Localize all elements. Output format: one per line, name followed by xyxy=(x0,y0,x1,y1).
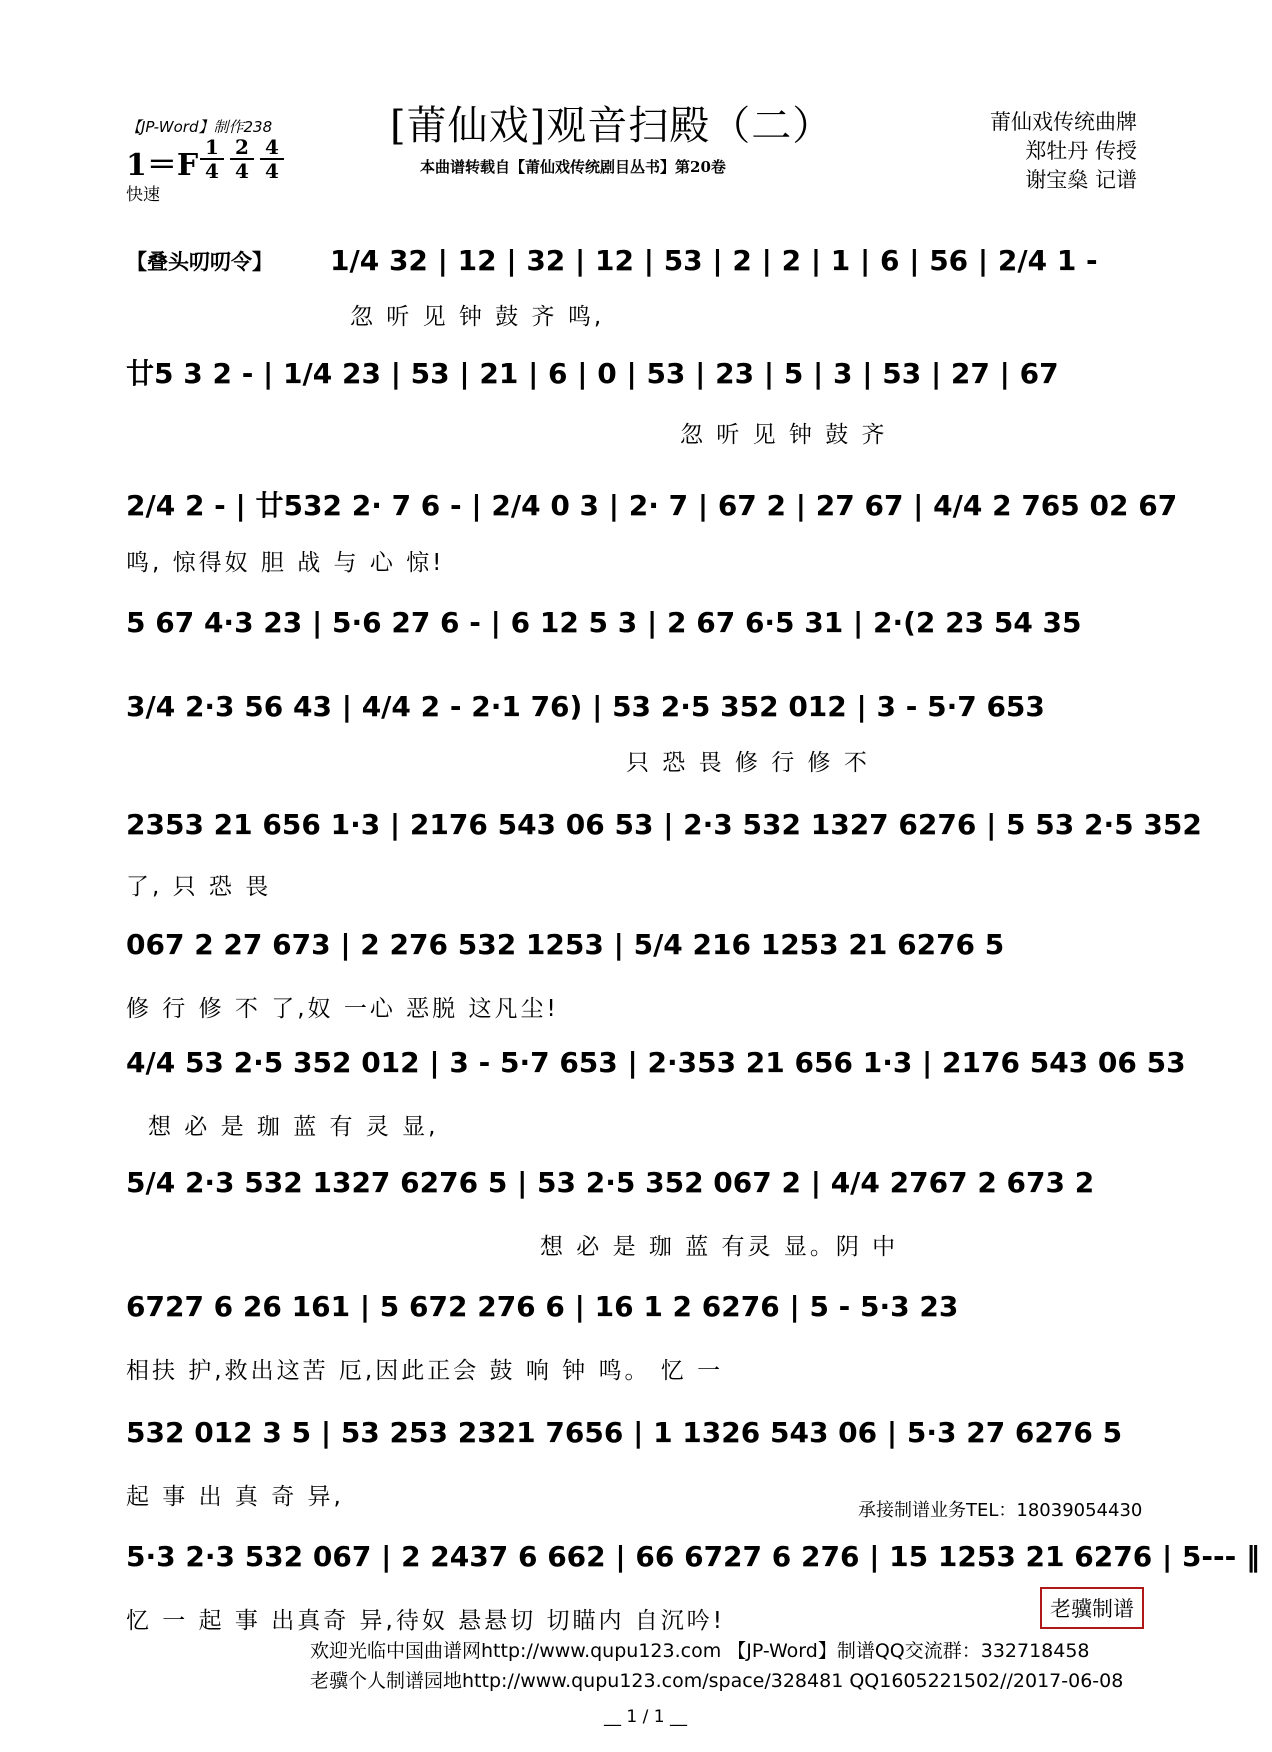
credit-line: 莆仙戏传统曲牌 xyxy=(990,110,1137,134)
notation-line: 6727 6 26 161 | 5 672 276 6 | 16 1 2 6276 | 5 - 5·3 23 xyxy=(126,1290,959,1323)
lyrics-line: 忽 听 见 钟 鼓 齐 鸣, xyxy=(350,304,605,330)
notation-line: 2353 21 656 1·3 | 2176 543 06 53 | 2·3 532 1327 6276 | 5 53 2·5 352 xyxy=(126,808,1202,841)
key-signature: 1＝F xyxy=(126,148,199,183)
lyrics-line: 想 必 是 珈 蓝 有 灵 显, xyxy=(148,1114,439,1140)
tempo-marking: 快速 xyxy=(126,185,160,205)
notation-line: 3/4 2·3 56 43 | 4/4 2 - 2·1 76) | 53 2·5 352 012 | 3 - 5·7 653 xyxy=(126,690,1045,723)
lyrics-line: 忽 听 见 钟 鼓 齐 xyxy=(680,422,888,448)
notation-line: 5/4 2·3 532 1327 6276 5 | 53 2·5 352 067 2 | 4/4 2767 2 673 2 xyxy=(126,1166,1095,1199)
notation-line: 5·3 2·3 532 067 | 2 2437 6 662 | 66 6727 6 276 | 15 1253 21 6276 | 5--- ‖ xyxy=(126,1540,1261,1573)
notation-line: 2/4 2 - | 廿532 2· 7 6 - | 2/4 0 3 | 2· 7 | 67 2 | 27 67 | 4/4 2 765 02 67 xyxy=(126,489,1178,522)
page-subtitle: 本曲谱转载自【莆仙戏传统剧目丛书】第20卷 xyxy=(420,158,726,176)
footer-line: 欢迎光临中国曲谱网http://www.qupu123.com 【JP-Word】制谱QQ交流群：332718458 xyxy=(310,1640,1090,1662)
credit-line: 谢宝燊 记谱 xyxy=(1025,168,1137,192)
time-signature-2: $\frac{2}{4}$ xyxy=(230,136,254,182)
page-number: __ 1 / 1 __ xyxy=(604,1707,687,1727)
lyrics-line: 了, 只 恐 畏 xyxy=(126,874,272,900)
time-signature-1: $\frac{1}{4}$ xyxy=(200,136,224,182)
credit-line: 郑牡丹 传授 xyxy=(1025,139,1137,163)
notation-line: 廿5 3 2 - | 1/4 23 | 53 | 21 | 6 | 0 | 53 | 23 | 5 | 3 | 53 | 27 | 67 xyxy=(126,357,1059,390)
notation-line: 4/4 53 2·5 352 012 | 3 - 5·7 653 | 2·353 21 656 1·3 | 2176 543 06 53 xyxy=(126,1046,1186,1079)
time-signature-3: $\frac{4}{4}$ xyxy=(260,136,284,182)
notation-line: 532 012 3 5 | 53 253 2321 7656 | 1 1326 543 06 | 5·3 27 6276 5 xyxy=(126,1416,1123,1449)
lyrics-line: 忆 一 起 事 出真奇 异,待奴 悬悬切 切瞄内 自沉吟! xyxy=(126,1608,726,1634)
footer-line: 老骥个人制谱园地http://www.qupu123.com/space/328481 QQ1605221502//2017-06-08 xyxy=(310,1670,1124,1692)
lyrics-line: 起 事 出 真 奇 异, xyxy=(126,1484,344,1510)
lyrics-line: 只 恐 畏 修 行 修 不 xyxy=(626,750,870,776)
maker-credit: 【JP-Word】制作238 xyxy=(126,118,273,136)
lyrics-line: 想 必 是 珈 蓝 有灵 显。阴 中 xyxy=(540,1234,899,1260)
notation-line: 5 67 4·3 23 | 5·6 27 6 - | 6 12 5 3 | 2 67 6·5 31 | 2·(2 23 54 35 xyxy=(126,606,1082,639)
contact-info: 承接制谱业务TEL：18039054430 xyxy=(858,1500,1143,1521)
lyrics-line: 相扶 护,救出这苦 厄,因此正会 鼓 响 钟 鸣。 忆 一 xyxy=(126,1358,724,1384)
maker-stamp: 老骥制谱 xyxy=(1040,1587,1144,1629)
lyrics-line: 修 行 修 不 了,奴 一心 恶脱 这凡尘! xyxy=(126,996,559,1022)
lyrics-line: 鸣, 惊得奴 胆 战 与 心 惊! xyxy=(126,550,445,576)
page-title: [莆仙戏]观音扫殿（二） xyxy=(390,103,834,149)
notation-line: 1/4 32 | 12 | 32 | 12 | 53 | 2 | 2 | 1 | 6 | 56 | 2/4 1 - xyxy=(330,244,1098,277)
credits-block xyxy=(990,108,1137,195)
section-label: 【叠头叨叨令】 xyxy=(126,250,273,274)
notation-line: 067 2 27 673 | 2 276 532 1253 | 5/4 216 1253 21 6276 5 xyxy=(126,928,1005,961)
